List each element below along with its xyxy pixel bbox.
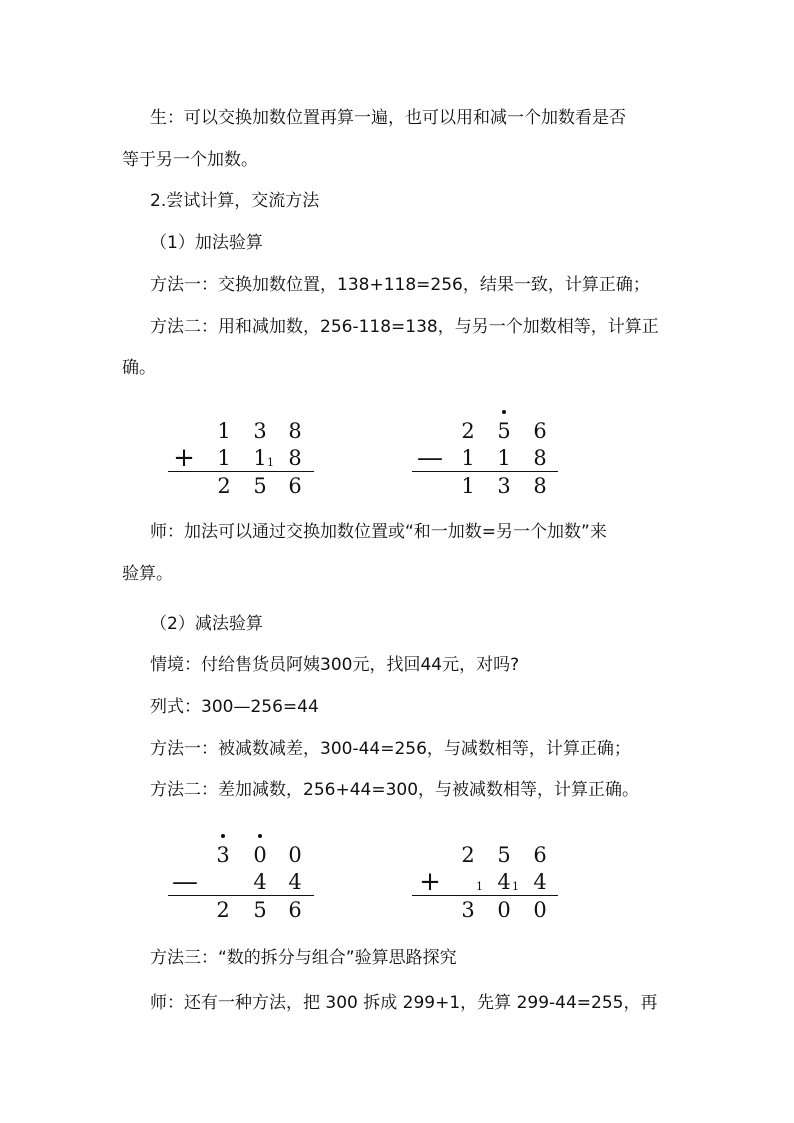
- digit: 4: [497, 870, 511, 894]
- paragraph-method-two-sub: 方法二：差加减数，256+44=300，与被减数相等，计算正确。: [150, 780, 640, 800]
- paragraph-method-two-add-2: 确。: [122, 358, 156, 378]
- sum-line: [412, 895, 558, 896]
- paragraph-method-three: 方法三：“数的拆分与组合”验算思路探究: [150, 948, 457, 968]
- digit: 2: [461, 419, 475, 443]
- digit: 3: [216, 843, 230, 867]
- digit: 1: [461, 474, 475, 498]
- digit: 2: [461, 843, 475, 867]
- paragraph-equation: 列式：300—256=44: [150, 697, 319, 717]
- digit: 5: [497, 419, 511, 443]
- digit: 5: [253, 474, 267, 498]
- paragraph-teacher-another-method: 师：还有一种方法，把 300 拆成 299+1，先算 299-44=255，再: [150, 993, 658, 1013]
- digit: 8: [288, 419, 302, 443]
- heading-addition-check: （1）加法验算: [150, 233, 263, 253]
- paragraph-method-one-add: 方法一：交换加数位置，138+118=256，结果一致，计算正确；: [150, 275, 650, 295]
- paragraph-teacher-summary-1: 师：加法可以通过交换加数位置或“和一加数=另一个加数”来: [150, 522, 607, 542]
- digit: 4: [533, 870, 547, 894]
- digit: 4: [253, 870, 267, 894]
- digit: 0: [253, 843, 267, 867]
- digit: 1: [253, 446, 267, 470]
- plus-sign: +: [419, 867, 441, 897]
- digit: 8: [533, 446, 547, 470]
- digit: 0: [497, 898, 511, 922]
- paragraph-method-two-add-1: 方法二：用和减加数，256-118=138，与另一个加数相等，计算正: [150, 317, 659, 337]
- paragraph-situation: 情境：付给售货员阿姨300元，找回44元，对吗?: [150, 655, 520, 675]
- paragraph-student-answer-1: 生：可以交换加数位置再算一遍，也可以用和减一个加数看是否: [150, 108, 626, 128]
- minus-sign: —: [417, 443, 443, 473]
- digit: 6: [288, 898, 302, 922]
- carry-digit: 1: [512, 880, 519, 893]
- digit: 0: [288, 843, 302, 867]
- digit: 2: [216, 898, 230, 922]
- borrow-dot: [502, 410, 506, 414]
- digit: 5: [253, 898, 267, 922]
- digit: 2: [217, 474, 231, 498]
- carry-digit: 1: [267, 456, 274, 469]
- sum-line: [168, 471, 314, 472]
- difference-line: [412, 471, 558, 472]
- difference-line: [168, 895, 314, 896]
- digit: 6: [533, 419, 547, 443]
- carry-digit: 1: [476, 880, 483, 893]
- digit: 3: [497, 474, 511, 498]
- paragraph-student-answer-2: 等于另一个加数。: [122, 150, 258, 170]
- heading-subtraction-check: （2）减法验算: [150, 614, 263, 634]
- paragraph-teacher-summary-2: 验算。: [122, 564, 173, 584]
- digit: 1: [497, 446, 511, 470]
- digit: 1: [461, 446, 475, 470]
- digit: 1: [217, 446, 231, 470]
- minus-sign: —: [172, 867, 198, 897]
- paragraph-method-one-sub: 方法一：被减数减差，300-44=256，与减数相等，计算正确；: [150, 739, 631, 759]
- digit: 8: [533, 474, 547, 498]
- borrow-dot: [258, 834, 262, 838]
- plus-sign: +: [173, 443, 195, 473]
- digit: 8: [288, 446, 302, 470]
- borrow-dot: [221, 834, 225, 838]
- digit: 6: [533, 843, 547, 867]
- digit: 1: [217, 419, 231, 443]
- digit: 3: [253, 419, 267, 443]
- heading-try-calculate: 2.尝试计算，交流方法: [150, 191, 320, 211]
- digit: 3: [461, 898, 475, 922]
- digit: 0: [533, 898, 547, 922]
- digit: 4: [288, 870, 302, 894]
- digit: 5: [497, 843, 511, 867]
- digit: 6: [288, 474, 302, 498]
